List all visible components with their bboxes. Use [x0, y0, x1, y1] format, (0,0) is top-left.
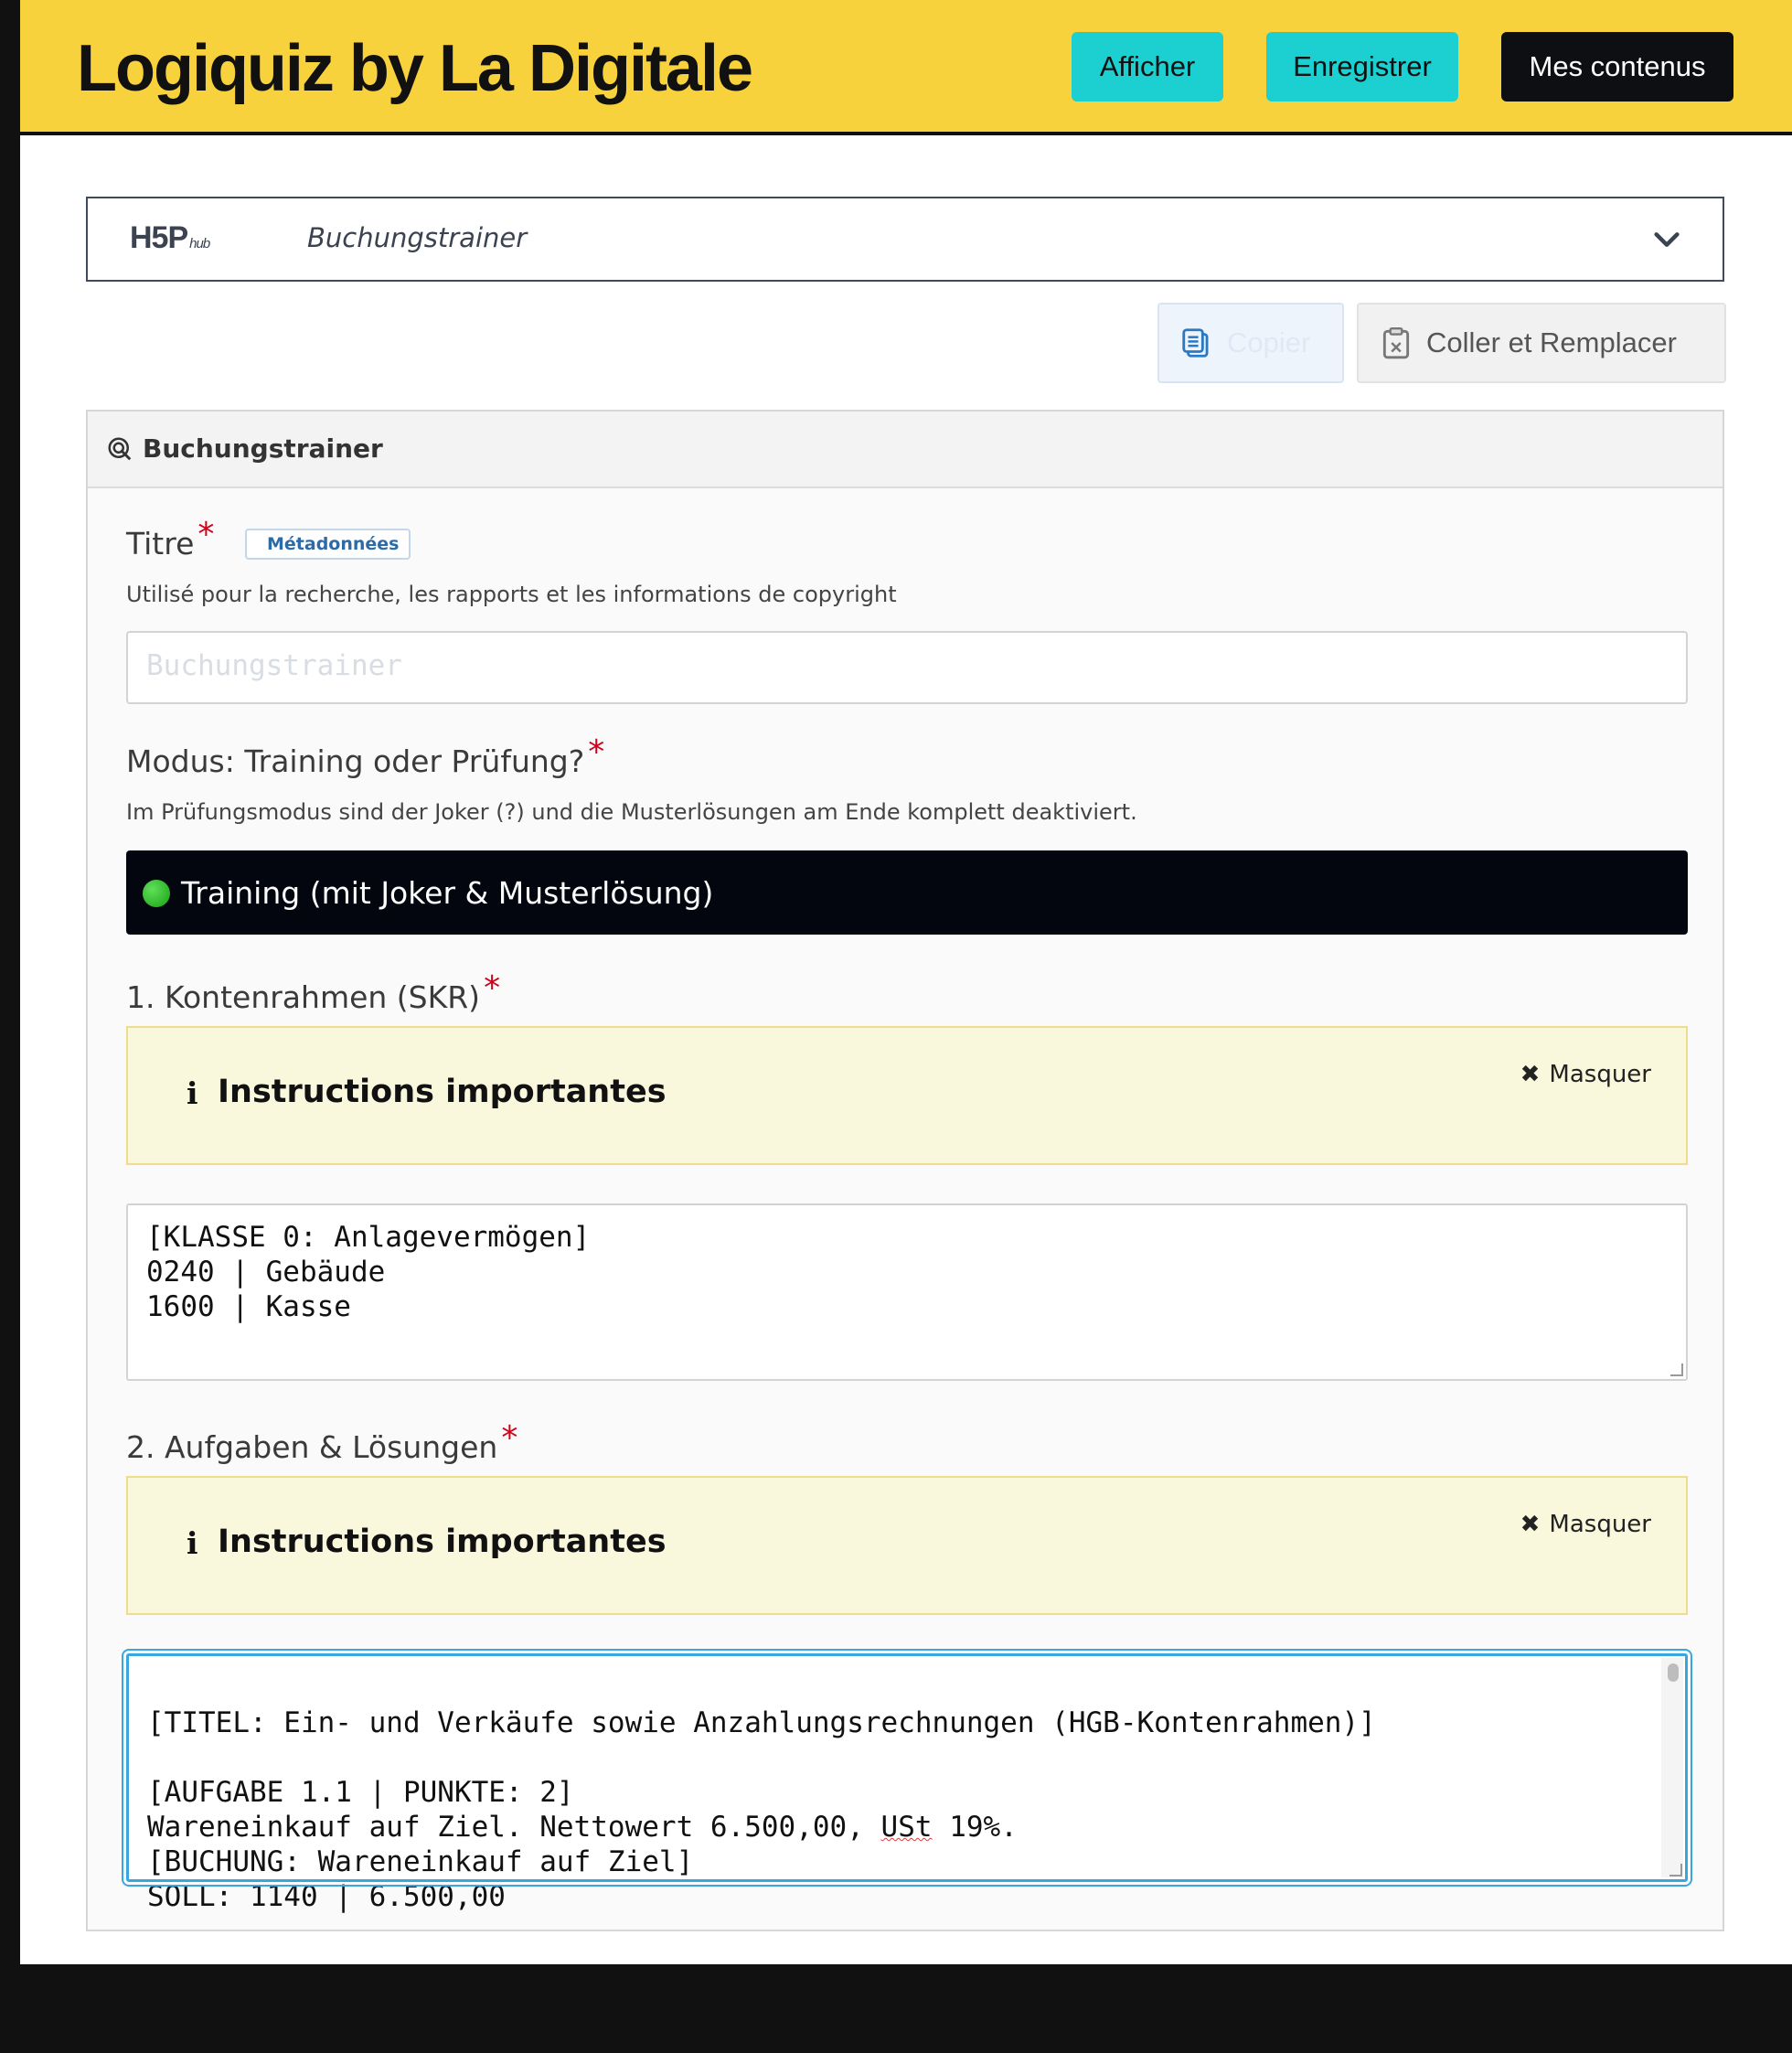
- green-circle-icon: [143, 880, 170, 907]
- mes-contenus-button[interactable]: Mes contenus: [1501, 32, 1733, 102]
- enregistrer-button[interactable]: Enregistrer: [1266, 32, 1458, 102]
- info-icon: i: [187, 1525, 198, 1561]
- h5p-hub-selector[interactable]: [86, 197, 1724, 282]
- resize-handle[interactable]: [1669, 1864, 1682, 1877]
- copy-label: Copier: [1227, 326, 1311, 358]
- modus-label: Modus: Training oder Prüfung? *: [126, 733, 605, 779]
- hide-instructions-button[interactable]: ✖ Masquer: [1520, 1511, 1651, 1538]
- copy-button[interactable]: [1157, 303, 1344, 383]
- h5p-hub-logo: H5P hub: [130, 220, 210, 255]
- app-title: Logiquiz by La Digitale: [77, 32, 752, 105]
- kontenrahmen-instructions: [126, 1026, 1688, 1165]
- instructions-title: Instructions importantes: [218, 1074, 667, 1110]
- metadata-button[interactable]: Métadonnées: [245, 529, 411, 560]
- afficher-button[interactable]: Afficher: [1072, 32, 1223, 102]
- copy-icon: [1179, 326, 1214, 360]
- close-icon: ✖: [1520, 1511, 1541, 1538]
- clipboard-icon: [1379, 326, 1413, 360]
- titre-label: Titre *: [126, 516, 215, 561]
- paste-replace-button[interactable]: [1357, 303, 1726, 383]
- scrollbar-thumb[interactable]: [1668, 1663, 1679, 1682]
- top-bar: [20, 0, 1792, 135]
- page: [20, 0, 1792, 1964]
- titre-input[interactable]: Buchungstrainer: [126, 631, 1688, 704]
- modus-description: Im Prüfungsmodus sind der Joker (?) und die Musterlösungen am Ende komplett deaktiviert.: [126, 799, 1137, 825]
- resize-handle[interactable]: [1670, 1363, 1683, 1376]
- modus-select[interactable]: [126, 850, 1688, 935]
- paste-label: Coller et Remplacer: [1426, 326, 1677, 358]
- close-icon: ✖: [1520, 1061, 1541, 1088]
- aufgaben-label: 2. Aufgaben & Lösungen *: [126, 1419, 518, 1465]
- textarea-scrollbar[interactable]: [1661, 1658, 1683, 1877]
- panel-header: [88, 412, 1723, 488]
- hub-content-type: Buchungstrainer: [307, 222, 528, 253]
- content-type-icon: [106, 435, 133, 463]
- panel-title: Buchungstrainer: [143, 433, 383, 464]
- kontenrahmen-label: 1. Kontenrahmen (SKR) *: [126, 969, 501, 1015]
- instructions-title: Instructions importantes: [218, 1524, 667, 1560]
- aufgaben-instructions: [126, 1476, 1688, 1615]
- aufgaben-textarea[interactable]: [TITEL: Ein- und Verkäufe sowie Anzahlungsrechnungen (HGB-Kontenrahmen)] [AUFGABE 1.1 | PUNKTE: 2] Wareneinkauf auf Ziel. Nettowert 6.500,00, USt 19%. [BUCHUNG: Wareneinkauf auf Ziel] SOLL: 1140 | 6.500,00: [126, 1653, 1688, 1882]
- titre-description: Utilisé pour la recherche, les rapports et les informations de copyright: [126, 582, 897, 607]
- kontenrahmen-textarea[interactable]: [KLASSE 0: Anlagevermögen] 0240 | Gebäude 1600 | Kasse: [126, 1203, 1688, 1381]
- hide-instructions-button[interactable]: ✖ Masquer: [1520, 1061, 1651, 1088]
- info-icon: i: [187, 1075, 198, 1111]
- chevron-down-icon[interactable]: [1651, 224, 1682, 255]
- editor-panel: [86, 410, 1724, 1931]
- modus-selected-value: Training (mit Joker & Musterlösung): [181, 874, 714, 911]
